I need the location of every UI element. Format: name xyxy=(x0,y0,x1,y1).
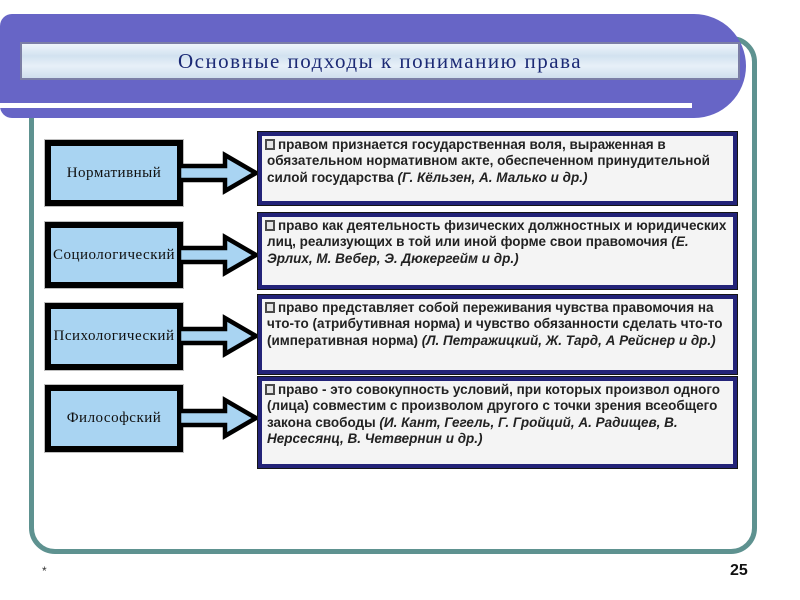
description-text: право как деятельность физических должностных и юридических лиц, реализующих в той или иной форме свои правомочия xyxy=(267,218,727,250)
description-text: право - это совокупность условий, при которых произвол одного (лица) совместим с произволом другого с точки зрения всеобщего закона свободы xyxy=(267,382,721,430)
footer-marker: * xyxy=(42,564,47,578)
approach-label-text: Нормативный xyxy=(66,164,162,181)
approach-label-text: Психологический xyxy=(53,328,175,344)
arrow-right-icon xyxy=(177,395,259,441)
arrow-right-icon xyxy=(177,150,259,196)
approach-label-text: Философский xyxy=(66,410,162,426)
approach-label-philosophical xyxy=(45,385,183,452)
square-bullet-icon xyxy=(265,302,275,313)
arrow-right-icon xyxy=(177,232,259,278)
approach-description-box xyxy=(258,377,737,468)
square-bullet-icon xyxy=(265,384,275,395)
page-number: 25 xyxy=(730,562,748,579)
authors-text: (Е. Эрлих, М. Вебер, Э. Дюкергейм и др.) xyxy=(267,234,689,266)
approach-label-normative xyxy=(45,140,183,206)
description-text: право представляет собой переживания чувства правомочия на что-то (атрибутивная норма) и чувство обязанности сделать что-то (императивная норма) xyxy=(267,300,723,348)
description-text: правом признается государственная воля, выраженная в обязательном нормативном акте, обеспеченном принудительной силой государства xyxy=(267,137,710,185)
page-title: Основные подходы к пониманию права xyxy=(177,48,583,73)
approach-description xyxy=(267,137,727,186)
authors-text: (И. Кант, Гегель, Г. Гройций, А. Радищев, В. Нерсесянц, В. Четвернин и др.) xyxy=(267,414,678,446)
approach-description-box xyxy=(258,213,737,289)
approach-label-sociological xyxy=(45,222,183,288)
title-box xyxy=(20,42,740,80)
approach-description-box xyxy=(258,295,737,374)
square-bullet-icon xyxy=(265,139,275,150)
square-bullet-icon xyxy=(265,220,275,231)
authors-text: (Л. Петражицкий, Ж. Тард, А Рейснер и др.) xyxy=(421,332,716,348)
arrow-right-icon xyxy=(177,313,259,359)
approach-description xyxy=(267,218,727,267)
authors-text: (Г. Кёльзен, А. Малько и др.) xyxy=(397,169,588,185)
approach-label-psychological xyxy=(45,303,183,370)
approach-description xyxy=(267,382,727,447)
approach-description xyxy=(267,300,727,349)
approach-description-box xyxy=(258,132,737,205)
approach-label-text: Социологический xyxy=(52,246,176,263)
banner-divider-line xyxy=(0,103,692,108)
